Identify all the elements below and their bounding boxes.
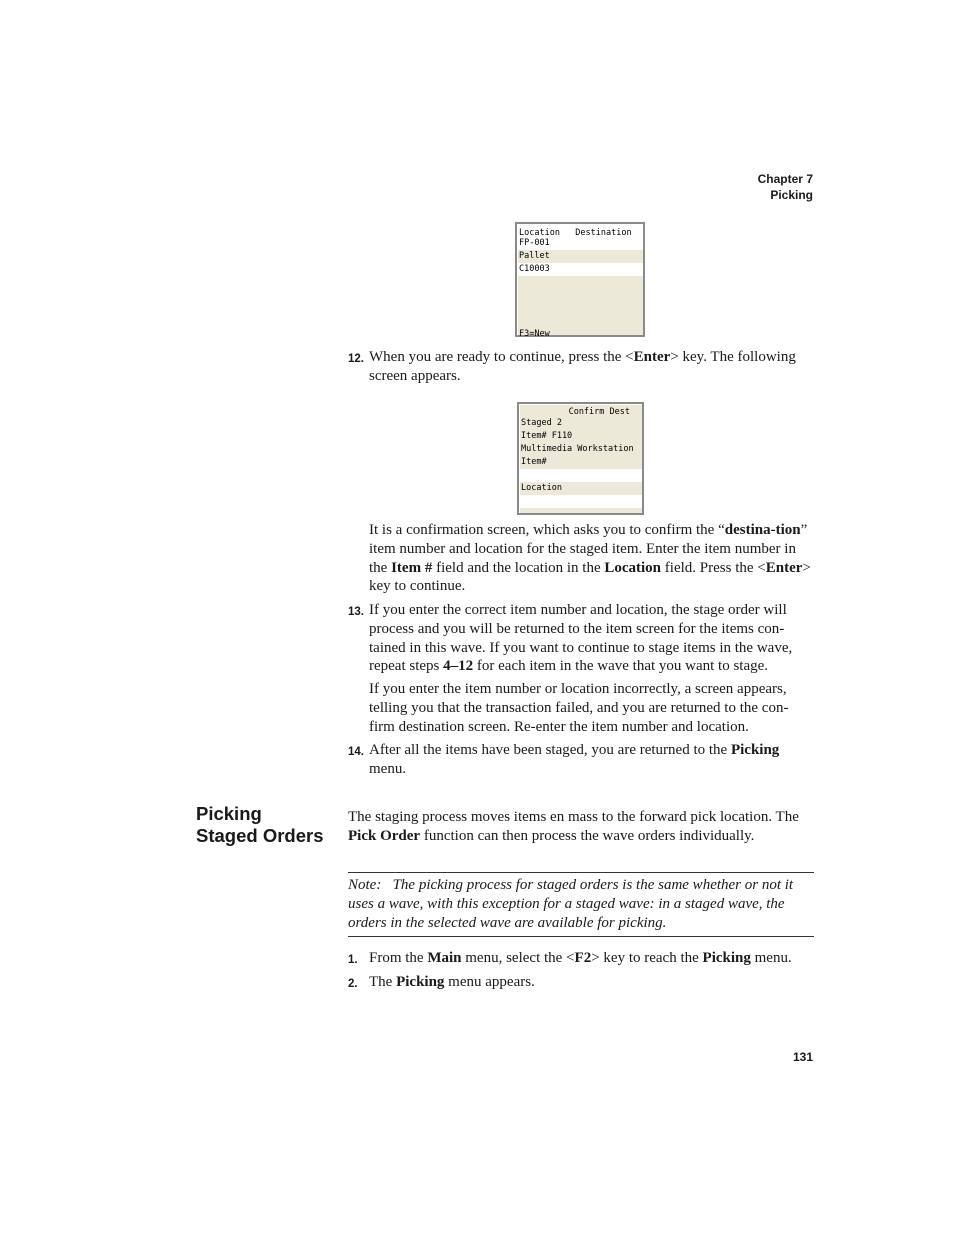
terminal-row [517,289,643,302]
step-number: 13. [348,606,364,618]
step-text: From the Main menu, select the <F2> key to reach the Picking menu. [369,950,792,966]
terminal-row: FP-001 [517,237,643,250]
terminal-row: Item# F110 [521,431,573,441]
step-12 [348,348,814,386]
terminal-screen-location-destination [515,222,645,337]
terminal-row: Item# [521,457,547,467]
terminal-row: F3=New [519,329,550,339]
chapter-title: Picking [770,188,813,202]
terminal-row [517,315,643,328]
step-number: 14. [348,746,364,758]
step-text: After all the items have been staged, you are returned to the Picking menu. [369,742,780,777]
section-intro-paragraph: The staging process moves items en mass to the forward pick location. The Pick Order function can then process the wave orders individually. [348,809,799,844]
running-header [758,171,813,203]
terminal-row: Pallet [519,251,550,261]
chapter-label: Chapter 7 [757,172,813,186]
step-2 [348,973,814,992]
step-text: When you are ready to continue, press the <Enter> key. The following screen appears. [369,349,796,384]
confirmation-paragraph: It is a confirmation screen, which asks you to confirm the “destina-tion” item number and location for the staged item. Enter the item number in the Item # field and the location in the Location field. Press the <Enter> key to continue. [369,522,811,595]
terminal-row [517,302,643,315]
terminal-screen-confirm-dest [517,402,644,515]
step-number: 1. [348,954,358,966]
terminal-row: Location [521,483,562,493]
terminal-row [517,276,643,289]
step-13 [348,601,814,737]
terminal-row: Multimedia Workstation [521,444,634,454]
step-1 [348,949,814,968]
terminal-row: C10003 [517,263,643,276]
terminal-row: Staged 2 [521,418,562,428]
terminal-row: Confirm Dest [568,407,630,417]
step-14 [348,741,814,779]
terminal-input-location [519,495,642,508]
step-number: 2. [348,978,358,990]
page-number: 131 [792,1050,813,1064]
step-followup-text: If you enter the item number or location incorrectly, a screen appears, telling you that the transaction failed, and you are returned to the con-firm destination screen. Re-enter the item number and location. [369,681,789,735]
terminal-input-item [519,469,642,482]
terminal-row: Location Destination [517,224,643,237]
section-heading: Picking Staged Orders [196,803,324,846]
step-text: The Picking menu appears. [369,974,535,990]
step-number: 12. [348,353,364,365]
step-text: If you enter the correct item number and location, the stage order will process and you will be returned to the item screen for the items con-tained in this wave. If you want to continue to stage items in the wave, repeat steps 4–12 for each item in the wave that you want to stage. [369,602,793,675]
note-box: Note: The picking process for staged orders is the same whether or not it uses a wave, with this exception for a staged wave: in a staged wave, the orders in the selected wave are available for picking. [348,872,814,937]
